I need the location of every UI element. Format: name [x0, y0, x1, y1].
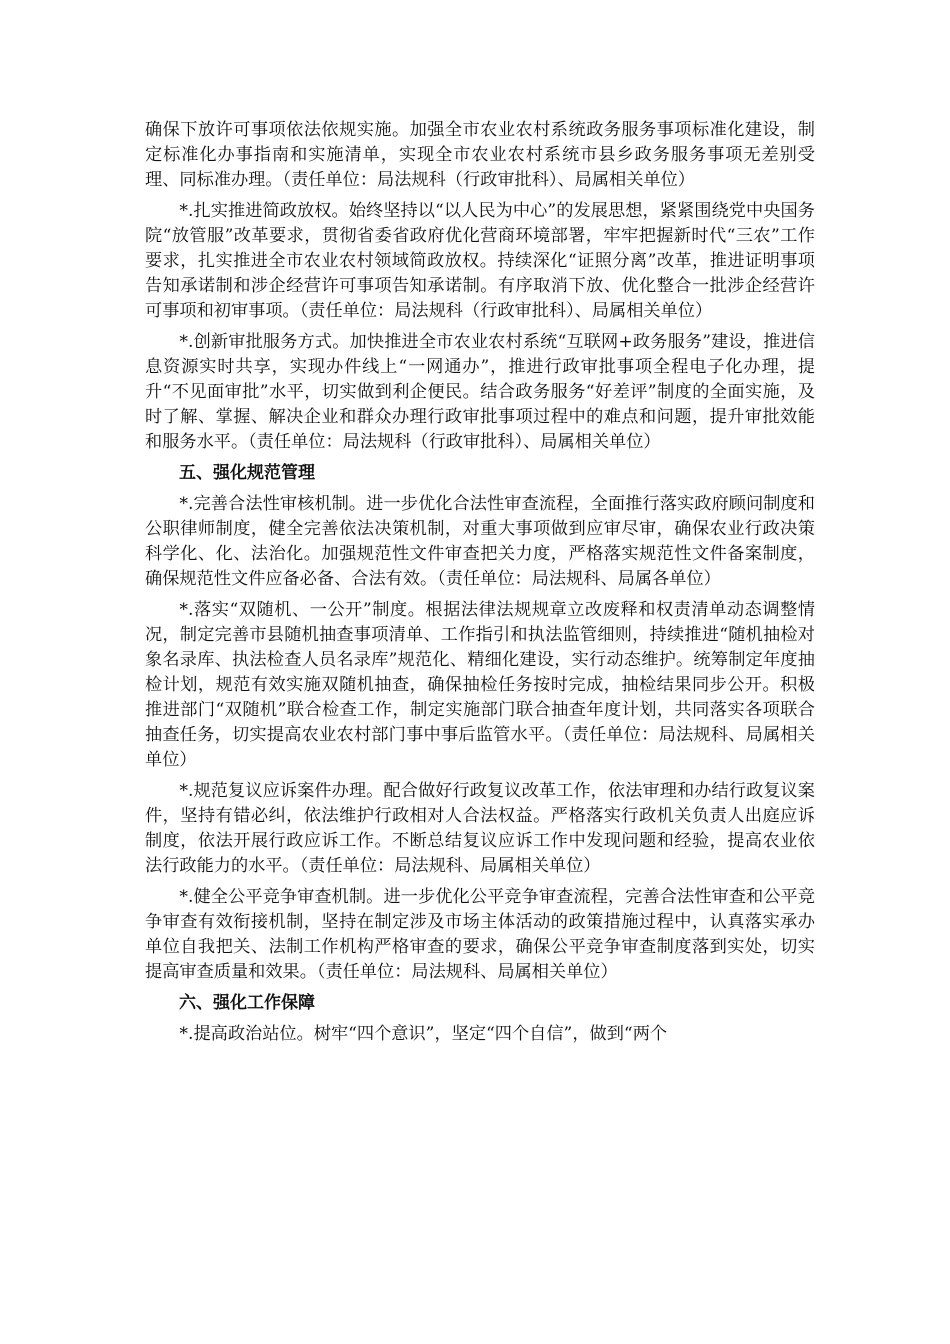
paragraph-approval-service: *.创新审批服务方式。加快推进全市农业农村系统“互联网+政务服务”建设，推进信息资源实时共享，实现办件线上“一网通办”，推进行政审批事项全程电子化办理，提升“不见面审批”水平，切实做到利企便民。结合政务服务“好差评”制度的全面实施，及时了解、掌握、解决企业和群众办理行政审批事项过程中的难点和问题，提升审批效能和服务水平。（责任单位：局法规科（行政审批科）、局属相关单位） [145, 331, 815, 453]
paragraph-simplify-administration: *.扎实推进简政放权。始终坚持以“以人民为中心”的发展思想，紧紧围绕党中央国务院“放管服”改革要求，贯彻省委省政府优化营商环境部署，牢牢把握新时代“三农”工作要求，扎实推进全市农业农村领域简政放权。持续深化“证照分离”改革，推进证明事项告知承诺制和涉企经营许可事项告知承诺制。有序取消下放、优化整合一批涉企经营许可事项和初审事项。（责任单位：局法规科（行政审批科）、局属相关单位） [145, 200, 815, 322]
paragraph-double-random: *.落实“双随机、一公开”制度。根据法律法规规章立改废释和权责清单动态调整情况，制定完善市县随机抽查事项清单、工作指引和执法监管细则，持续推进“随机抽检对象名录库、执法检查人员名录库”规范化、精细化建设，实行动态维护。统筹制定年度抽检计划，规范有效实施双随机抽查，确保抽检任务按时完成，抽检结果同步公开。积极推进部门“双随机”联合检查工作，制定实施部门联合抽查年度计划，共同落实各项联合抽查任务，切实提高农业农村部门事中事后监管水平。（责任单位：局法规科、局属相关单位） [145, 599, 815, 771]
section-heading-6: 六、强化工作保障 [179, 992, 315, 1013]
paragraph-continuation: 确保下放许可事项依法依规实施。加强全市农业农村系统政务服务事项标准化建设，制定标准化办事指南和实施清单，实现全市农业农村系统市县乡政务服务事项无差别受理、同标准办理。（责任单位：局法规科（行政审批科）、局属相关单位） [145, 120, 815, 191]
paragraph-legality-review: *.完善合法性审核机制。进一步优化合法性审查流程，全面推行落实政府顾问制度和公职律师制度，健全完善依法决策机制，对重大事项做到应审尽审，确保农业行政决策科学化、化、法治化。加强规范性文件审查把关力度，严格落实规范性文件备案制度，确保规范性文件应备必备、合法有效。（责任单位：局法规科、局属各单位） [145, 493, 815, 589]
paragraph-reconsideration: *.规范复议应诉案件办理。配合做好行政复议改革工作，依法审理和办结行政复议案件，坚持有错必纠，依法维护行政相对人合法权益。严格落实行政机关负责人出庭应诉制度，依法开展行政应诉工作。不断总结复议应诉工作中发现问题和经验，提高农业依法行政能力的水平。（责任单位：局法规科、局属相关单位） [145, 780, 815, 877]
document-body [145, 118, 815, 1052]
section-heading-5: 五、强化规范管理 [179, 463, 315, 483]
paragraph-political-stance: *.提高政治站位。树牢“四个意识”，坚定“四个自信”，做到“两个 [179, 1023, 668, 1044]
paragraph-fair-competition: *.健全公平竞争审查机制。进一步优化公平竞争审查流程，完善合法性审查和公平竞争审查有效衔接机制，坚持在制定涉及市场主体活动的政策措施过程中，认真落实承办单位自我把关、法制工作机构严格审查的要求，确保公平竞争审查制度落到实处，切实提高审查质量和效果。（责任单位：局法规科、局属相关单位） [145, 886, 815, 983]
